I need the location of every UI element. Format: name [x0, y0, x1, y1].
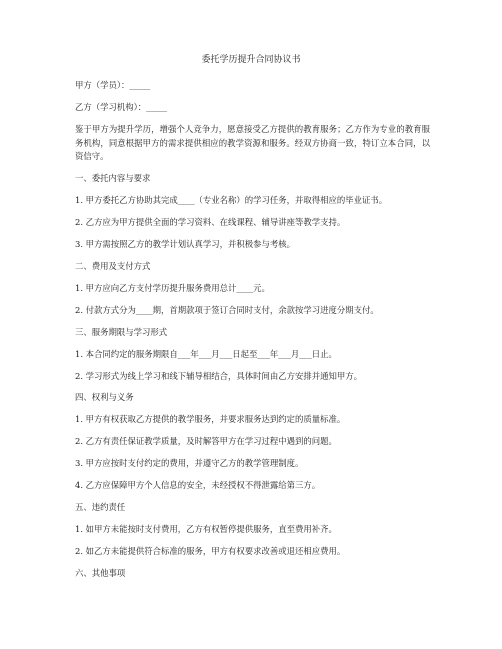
document-title: 委托学历提升合同协议书: [201, 55, 301, 65]
section-item: 2. 学习形式为线上学习和线下辅导相结合，具体时间由乙方安排并通知甲方。: [75, 371, 363, 381]
section-heading: 二、费用及支付方式: [75, 261, 151, 271]
section-item: 2. 乙方有责任保证教学质量，及时解答甲方在学习过程中遇到的问题。: [75, 436, 337, 446]
section-item: 1. 如甲方未能按时支付费用，乙方有权暂停提供服务，直至费用补齐。: [75, 524, 337, 534]
section-item: 1. 甲方委托乙方协助其完成____（专业名称）的学习任务，并取得相应的毕业证书。: [75, 195, 388, 205]
section-item: 1. 甲方应向乙方支付学历提升服务费用总计____元。: [75, 283, 270, 293]
section-item: 2. 乙方应为甲方提供全面的学习资料、在线课程、辅导讲座等教学支持。: [75, 217, 346, 227]
section-item: 2. 如乙方未能提供符合标准的服务，甲方有权要求改善或退还相应费用。: [75, 546, 346, 556]
section-item: 2. 付款方式分为____期，首期款项于签订合同时支付，余款按学习进度分期支付。: [75, 305, 379, 315]
section-heading: 五、违约责任: [75, 502, 126, 512]
section-item: 1. 本合同约定的服务期限自___年___月___日起至___年___月___日止。: [75, 349, 337, 359]
section-item: 4. 乙方应保障甲方个人信息的安全，未经授权不得泄露给第三方。: [75, 480, 321, 490]
party-a-line: 甲方（学员）：_____: [75, 80, 151, 90]
section-heading: 四、权利与义务: [75, 392, 134, 402]
section-heading: 一、委托内容与要求: [75, 173, 151, 183]
preamble-paragraph: 鉴于甲方为提升学历，增强个人竞争力，愿意接受乙方提供的教育服务；乙方作为专业的教育服务机构，同意根据甲方的需求提供相应的教学资源和服务。经双方协商一致，特订立本合同，以资信守。: [75, 124, 430, 161]
section-item: 3. 甲方应按时支付约定的费用，并遵守乙方的教学管理制度。: [75, 458, 304, 468]
section-item: 1. 甲方有权获取乙方提供的教学服务，并要求服务达到约定的质量标准。: [75, 414, 346, 424]
section-heading: 六、其他事项: [75, 568, 126, 578]
party-b-line: 乙方（学习机构）：_____: [75, 102, 168, 112]
section-heading: 三、服务期限与学习形式: [75, 327, 168, 337]
section-item: 3. 甲方需按照乙方的教学计划认真学习，并积极参与考核。: [75, 239, 296, 249]
